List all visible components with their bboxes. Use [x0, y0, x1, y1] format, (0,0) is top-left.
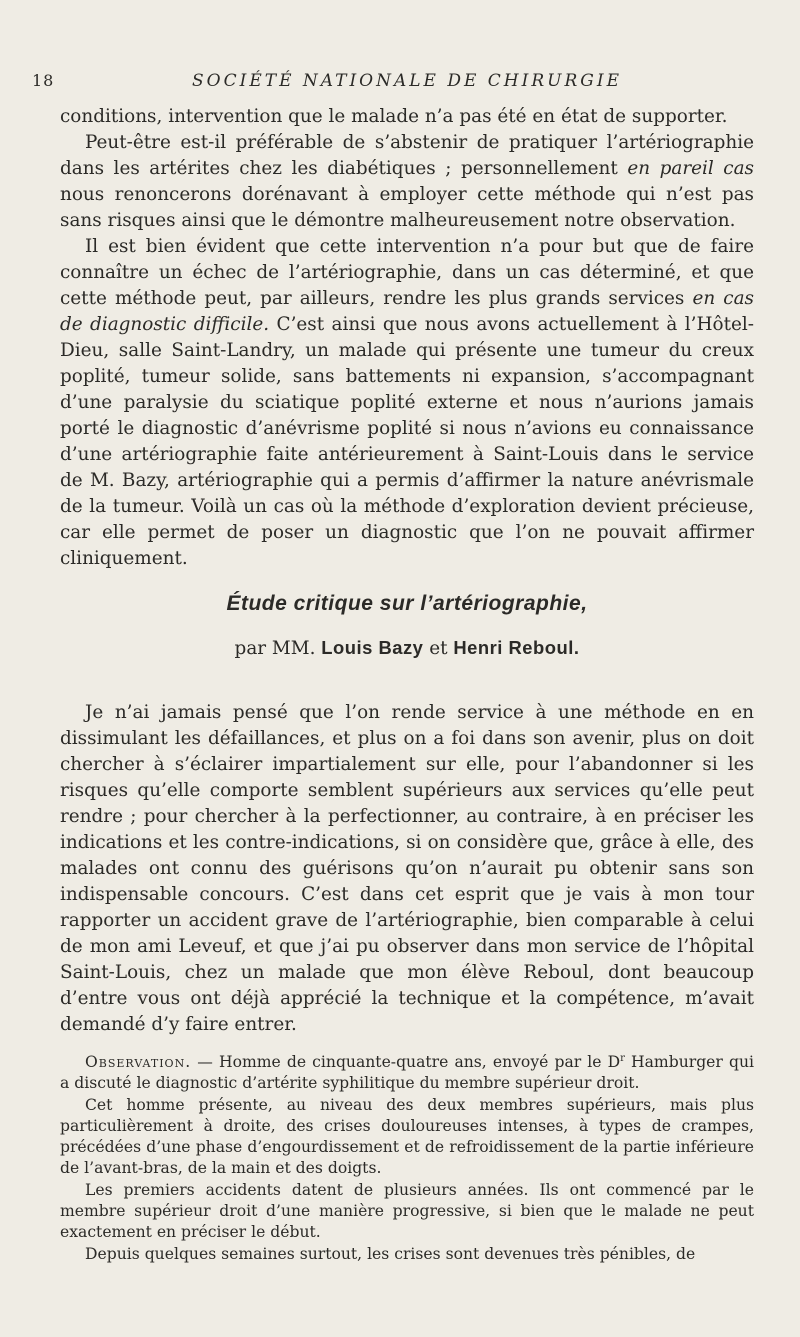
byline-and: et [429, 638, 448, 659]
byline-prefix: par MM. [234, 638, 316, 659]
superscript: r [620, 1052, 625, 1064]
observation-paragraph [60, 1052, 754, 1095]
observation-text: Hamburger qui a discuté le diagnostic d’artérite syphilitique du membre supérieur droit. [60, 1053, 754, 1093]
observation-paragraph: Les premiers accidents datent de plusieurs années. Ils ont commencé par le membre supérieur droit d’une manière progressive, si bien que le malade ne peut exactement en préciser le début. [60, 1180, 754, 1242]
paragraph-diagnostic [60, 234, 754, 572]
observation-paragraph: Cet homme présente, au niveau des deux membres supérieurs, mais plus particulièrement à droite, des crises douloureuses intenses, à types de crampes, précédées d’une phase d’engourdissement et de refroidissement de la partie inférieure de l’avant-bras, de la main et des doigts. [60, 1095, 754, 1178]
paragraph-introduction: Je n’ai jamais pensé que l’on rende service à une méthode en en dissimulant les défaillances, et plus on a foi dans son avenir, plus on doit chercher à s’éclairer impartialement sur elle, pour l’abandonner si les risques qu’elle comporte semblent supérieurs aux services qu’elle peut rendre ; pour chercher à la perfectionner, au contraire, à en préciser les indications et les contre-indications, si on considère que, grâce à elle, des malades ont connu des guérisons qu’on n’aurait pu obtenir sans son indispensable concours. C’est dans cet esprit que je vais à mon tour rapporter un accident grave de l’artériographie, bien comparable à celui de mon ami Leveuf, et que j’ai pu observer dans mon service de l’hôpital Saint-Louis, chez un malade que mon élève Reboul, dont beaucoup d’entre vous ont déjà apprécié la technique et la compétence, m’avait demandé d’y faire entrer. [60, 702, 754, 1035]
running-head [32, 64, 754, 94]
italic-phrase: en pareil cas [627, 158, 754, 179]
journal-title: SOCIÉTÉ NATIONALE DE CHIRURGIE [192, 71, 622, 91]
paragraph-text: C’est ainsi que nous avons actuellement à l’Hôtel-Dieu, salle Saint-Landry, un malade qui présente une tumeur du creux poplité, tumeur solide, sans battements ni expansion, s’accompagnant d’une paralysie du sciatique poplité externe et nous n’aurions jamais porté le diagnostic d’anévrisme poplité si nous n’avions eu connaissance d’une artériographie faite antérieurement à Saint-Louis dans le service de M. Bazy, artériographie qui a permis d’affirmer la nature anévrismale de la tumeur. Voilà un cas où la méthode d’exploration devient précieuse, car elle permet de poser un diagnostic que l’on ne pouvait affirmer cliniquement. [60, 314, 754, 569]
paragraph-text: nous renoncerons dorénavant à employer cette méthode qui n’est pas sans risques ainsi que le démontre malheureusement notre observation. [60, 184, 754, 231]
paragraph-text: Peut-être est-il préférable de s’abstenir de pratiquer l’artériographie dans les artérites chez les diabétiques ; personnellement [60, 132, 754, 179]
author-name: Louis Bazy [321, 637, 424, 658]
paragraph-diabetics [60, 130, 754, 234]
paragraph-continuation: conditions, intervention que le malade n’a pas été en état de supporter. [60, 106, 728, 127]
observation-text: — Homme de cinquante-quatre ans, envoyé par le D [191, 1053, 621, 1071]
observation-paragraph: Depuis quelques semaines surtout, les crises sont devenues très pénibles, de [85, 1244, 696, 1263]
page [32, 64, 754, 1265]
italic-phrase: en cas de diagnostic difficile. [60, 288, 754, 335]
section-title: Étude critique sur l’artériographie, [226, 592, 588, 615]
page-number: 18 [32, 71, 55, 90]
paragraph-text: Il est bien évident que cette intervention n’a pour but que de faire connaître un échec de l’artériographie, dans un cas déterminé, et que cette méthode peut, par ailleurs, rendre les plus grands services [60, 236, 754, 309]
author-name: Henri Reboul. [453, 637, 580, 658]
byline [60, 633, 754, 664]
observation-label: Observation. [85, 1053, 192, 1071]
